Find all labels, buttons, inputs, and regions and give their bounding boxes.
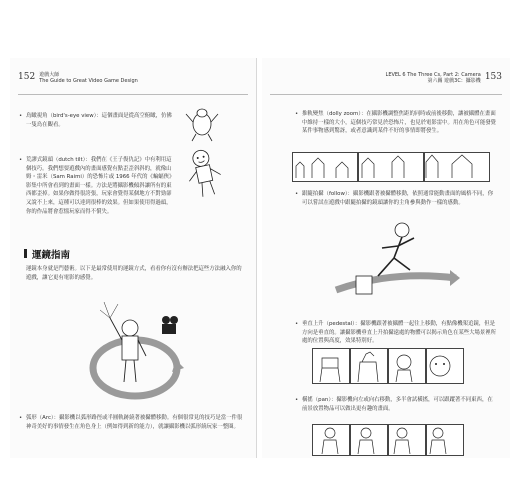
right-header-title: LEVEL 6 The Three Cs, Part 2: Camera (385, 72, 481, 78)
arc-item: • 弧形（Arc）：攝影機以弧形路徑或半圓軌跡繞著被攝體移動。有個很常見的技巧是當一件很神奇美好的事情發生在角色身上（例如得到新的能力），就讓攝影機以弧形繞玩家一整圈。 (26, 414, 246, 431)
pedestal-item: • 垂直上升（pedestal）：攝影機跟著被攝體一起往上移動，有點像機架追鏡，但是方向是垂直的。讓攝影機垂直上升拍攝遠處的物體可以揭示角色在某些大場景裡所處的位置與高度，效果特別好。 (302, 320, 498, 346)
dolly-zoom-item: • 推軌變焦（dolly zoom）：在攝影機調整焦距的同時或前後移動，讓被攝體在畫面中維持一樣的大小，這個技巧常見於恐怖片，也見於電影雷中。用在角色可能發覺某件事物感到驚訝，或者意識到某件不好的事情即將發生。 (302, 110, 498, 136)
left-page-number: 152 (18, 72, 36, 82)
follow-item: • 跟隨拍攝（follow）：攝影機跟著被攝體移動，依照通常能動畫面的風格不同，你可以嘗試在遊戲中跟隨拍攝的鏡頭讓你的主角參與動作一樣的感動。 (302, 190, 498, 207)
right-page (262, 58, 510, 458)
left-header-title: 遊戲大師 (39, 72, 60, 78)
dolly-zoom-castles (292, 152, 484, 180)
section-heading-bar (24, 249, 27, 258)
left-header-subtitle: The Guide to Great Video Game Design (39, 78, 138, 84)
arc-illustration (80, 298, 190, 408)
dutch-tilt-illustration (182, 146, 226, 200)
birds-eye-illustration (182, 102, 222, 142)
follow-illustration (332, 218, 462, 308)
left-header-rule (18, 94, 248, 95)
right-page-number: 153 (484, 72, 502, 82)
left-running-head (18, 72, 138, 84)
right-header-rule (270, 94, 502, 95)
pan-figures (312, 424, 460, 454)
right-running-head (386, 72, 502, 84)
dutch-tilt-item: • 荒謬式鏡頭（dutch tilt）：我們在《王子復仇記》中有利用這個技巧。我們想要遊戲內的畫面感覺有點歪歪斜斜的，就像山姆・雷米（Sam Raimi）的恐怖片或 1966 年代的《蝙蝠俠》影集中所會看到的畫面一樣。方法是將攝影機傾斜讓所有的東西都歪掉。如果你做得很誇張，玩家會覺得某個地方不對勁卻又說不上來，這種可以達到很棒的效果。但如果使用得過頭，你的作品將會惹惱玩家而得不償失。 (26, 156, 176, 216)
left-page (10, 58, 257, 458)
section-heading: 運鏡指南 (32, 250, 71, 261)
pan-item: • 橫搖（pan）：攝影機向左或向右移動，多半會試橫搖，可以跟蹤著不同東西，在前景放置物品可以做出更有趣的畫面。 (302, 396, 498, 413)
right-header-subtitle: 第六關 遊戲3C：攝影機 (427, 78, 481, 84)
pedestal-figures (312, 348, 460, 382)
birds-eye-item: • 鳥瞰視角（bird's-eye view）：這個畫面是從高空俯瞰，仿佛一隻鳥在觀看。 (26, 112, 176, 129)
section-intro: 運鏡本身就是門藝術。以下是最常使用的運鏡方式，看看你有沒有辦法把這些方法融入你的遊戲，讓它更有電影的感覺。 (26, 266, 242, 281)
